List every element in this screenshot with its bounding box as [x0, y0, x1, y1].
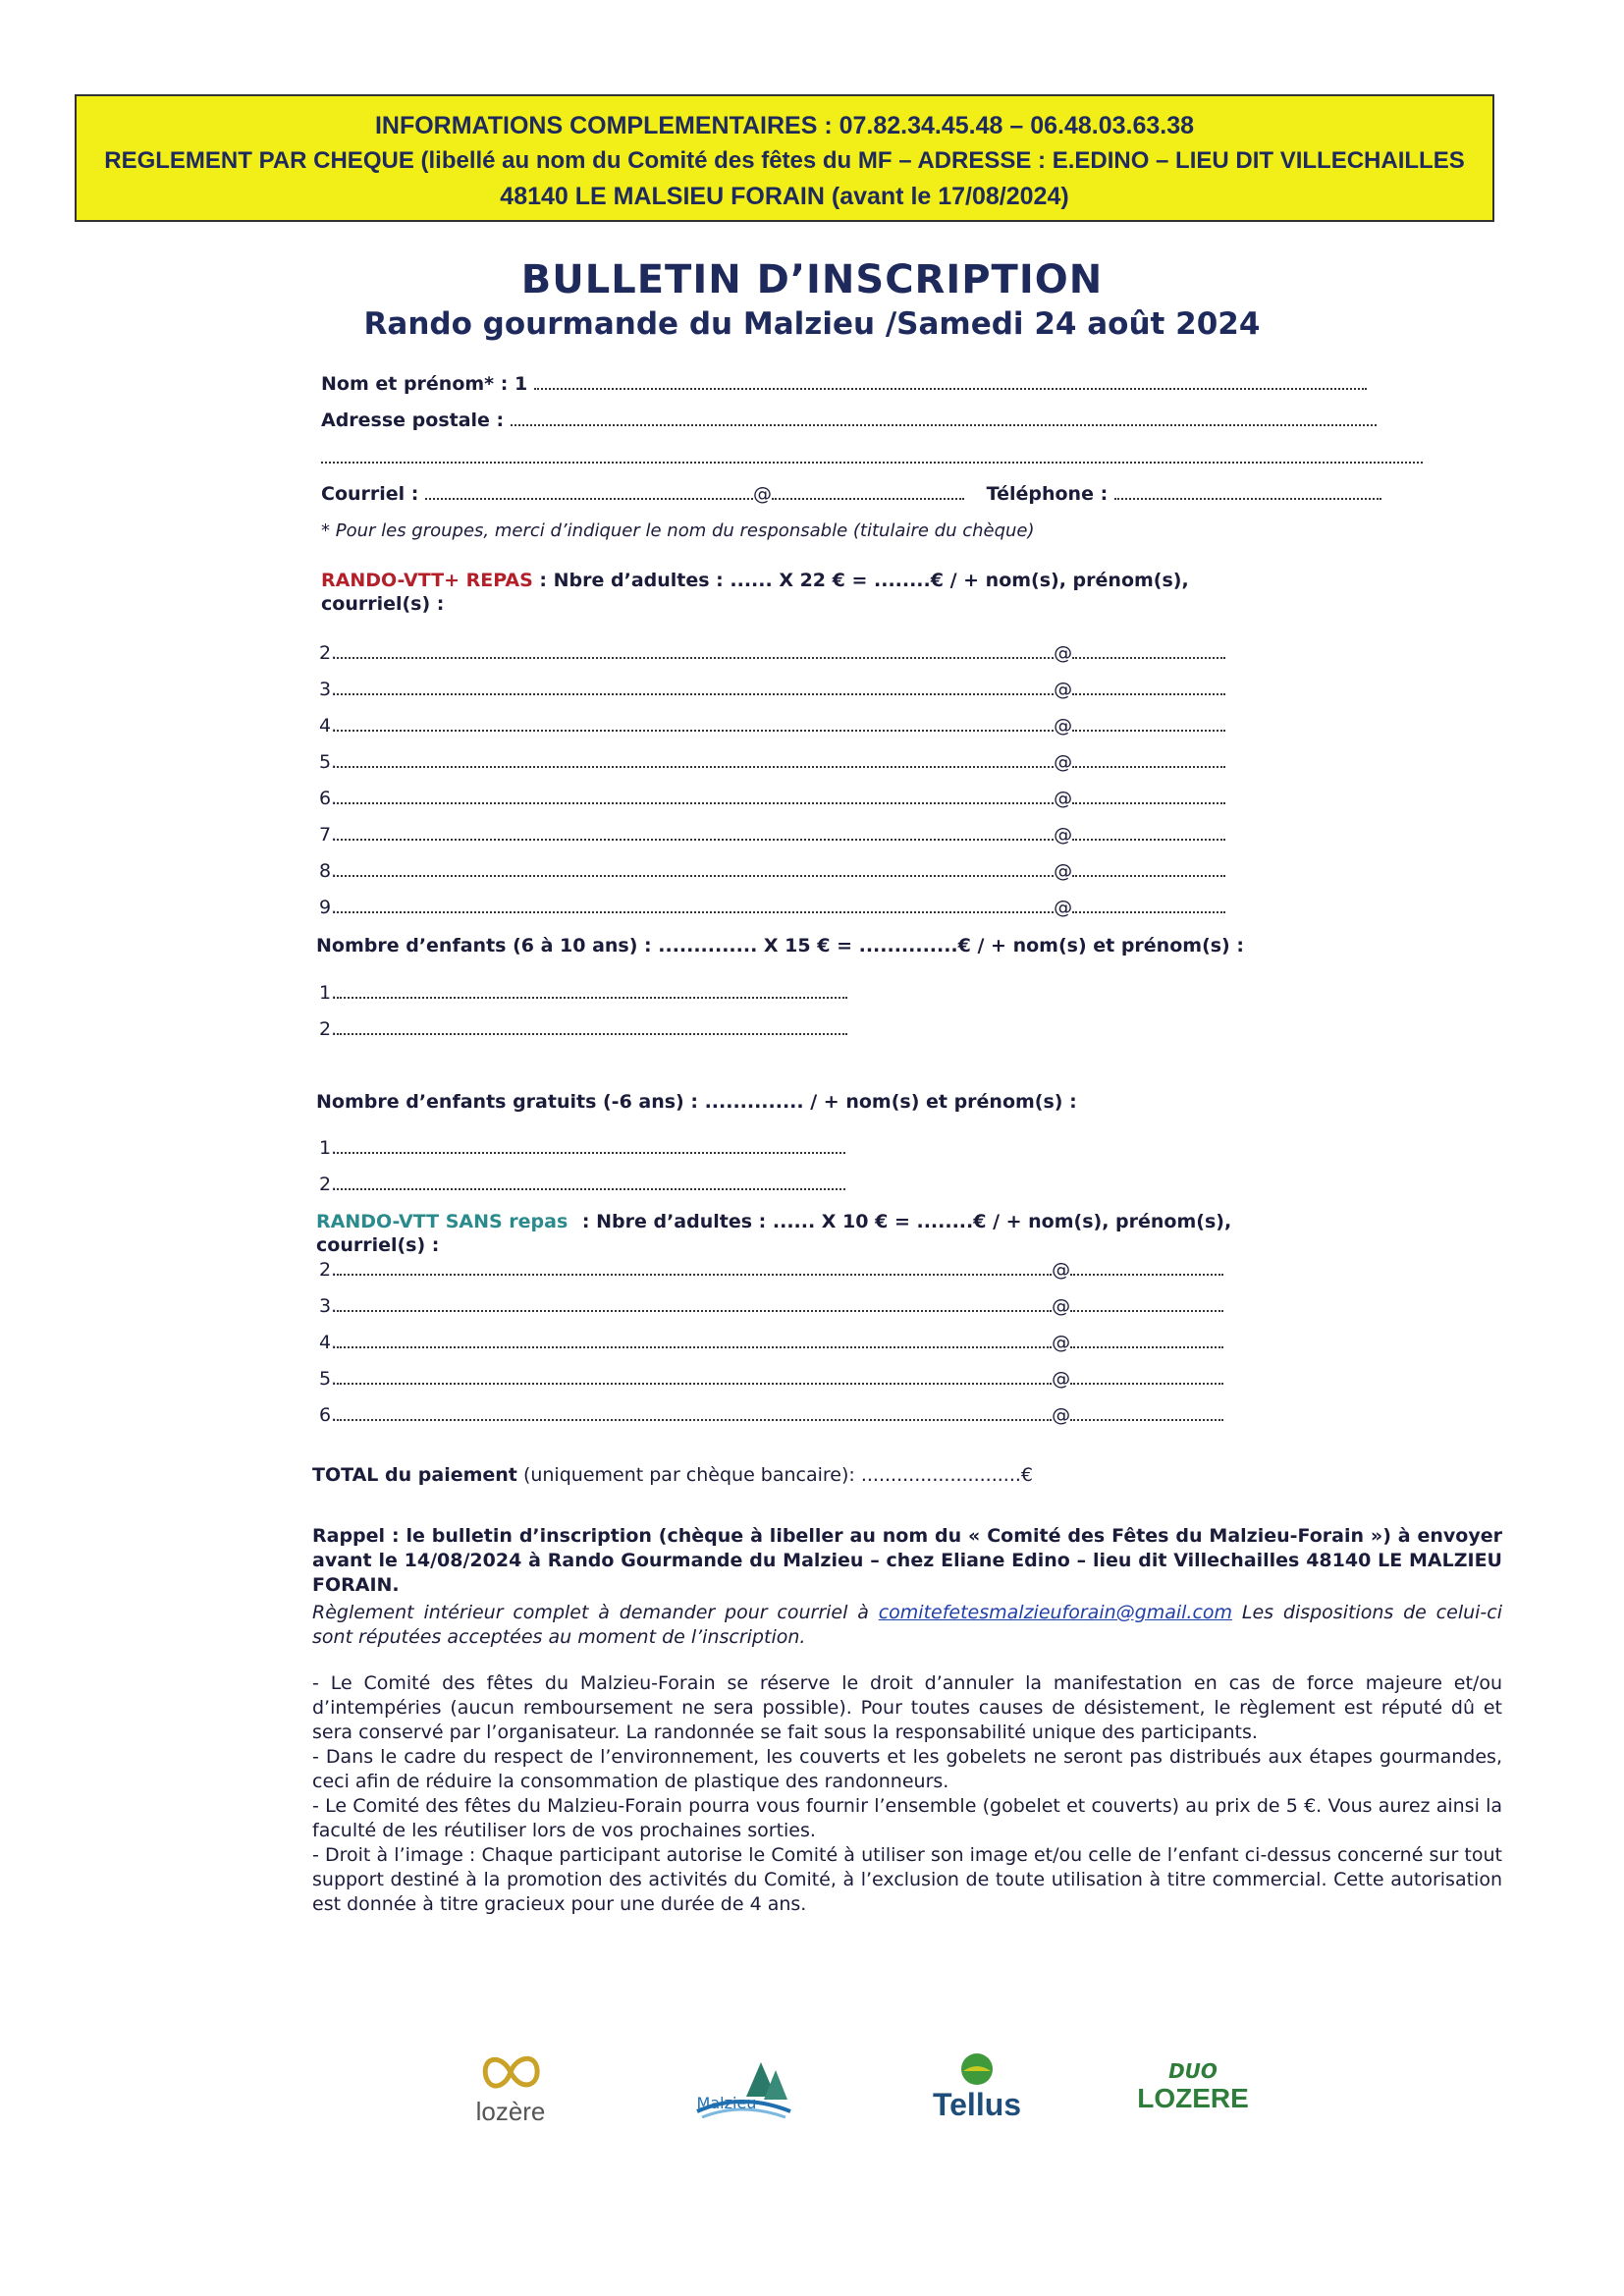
at-sign: @: [1052, 1259, 1071, 1281]
rule-1: - Le Comité des fêtes du Malzieu-Forain se réserve le droit d’annuler la manifestation en cas de force majeure et/ou d’intempéries (aucun remboursement ne sera possible). Pour toutes causes de désistement, le règlement est réputé dû et sera conservé par l’organisateur. La randonnée se fait sous la responsabilité unique des participants.: [312, 1672, 1502, 1743]
sans-text2: courriel(s) :: [316, 1234, 440, 1256]
sans-label: RANDO-VTT SANS repas: [316, 1211, 568, 1232]
at-sign: @: [1054, 897, 1073, 918]
banner-line-3: 48140 LE MALSIEU FORAIN (avant le 17/08/2024): [500, 183, 1069, 210]
row-number: 2.: [319, 1018, 338, 1040]
row-number: 1.: [319, 1137, 338, 1159]
row-number: 8.: [319, 860, 338, 882]
adresse-label: Adresse postale :: [321, 410, 505, 431]
tree-icon: [687, 2062, 795, 2121]
rule-4: - Droit à l’image : Chaque participant autorise le Comité à utiliser son image et/ou celle de l’enfant ci-dessus concerné sur tout support destiné à la promotion des activités du Comité, à l’exclusion de toute utilisation à titre commercial. Cette autorisation est donnée à titre gracieux pour une durée de 4 ans.: [312, 1844, 1502, 1915]
adresse-field-line2[interactable]: [321, 447, 1423, 468]
row-number: 5.: [319, 751, 338, 773]
nom-field[interactable]: [321, 373, 1367, 395]
list-item[interactable]: [319, 1332, 1223, 1353]
row-number: 2.: [319, 642, 338, 664]
row-number: 5.: [319, 1368, 338, 1390]
row-number: 4.: [319, 715, 338, 737]
list-item[interactable]: [319, 1404, 1223, 1426]
repas-text2: courriel(s) :: [321, 593, 445, 615]
group-note: * Pour les groupes, merci d’indiquer le nom du responsable (titulaire du chèque): [321, 520, 1035, 541]
row-number: 1.: [319, 982, 338, 1004]
list-item[interactable]: [319, 642, 1225, 664]
telephone-label: Téléphone :: [986, 483, 1109, 505]
courriel-label: Courriel :: [321, 483, 419, 505]
nom-label: Nom et prénom* : 1: [321, 373, 528, 395]
row-number: 3.: [319, 679, 338, 700]
list-item[interactable]: [319, 982, 847, 1004]
at-sign: @: [1054, 788, 1073, 809]
rule-3: - Le Comité des fêtes du Malzieu-Forain pourra vous fournir l’ensemble (gobelet et couverts) au prix de 5 €. Vous aurez ainsi la faculté de les réutiliser lors de vos prochaines sorties.: [312, 1795, 1502, 1841]
at-sign: @: [1054, 751, 1073, 773]
banner-line-2: REGLEMENT PAR CHEQUE (libellé au nom du Comité des fêtes du MF – ADRESSE : E.EDINO – LIEU DIT VILLECHAILLES: [104, 147, 1465, 174]
rappel-paragraph: Rappel : le bulletin d’inscription (chèque à libeller au nom du « Comité des Fêtes du Malzieu-Forain ») à envoyer avant le 14/08/2024 à Rando Gourmande du Malzieu – chez Eliane Edino – lieu dit Villechailles 48140 LE MALZIEU FORAIN.: [312, 1525, 1502, 1596]
info-banner: [75, 94, 1494, 222]
row-number: 6.: [319, 788, 338, 809]
list-item[interactable]: [319, 788, 1225, 809]
list-item[interactable]: [319, 1174, 845, 1195]
rules-list: [312, 1671, 1502, 1917]
row-number: 3.: [319, 1295, 338, 1317]
sans-section-header: [316, 1211, 1231, 1232]
at-sign: @: [1054, 679, 1073, 700]
total-line[interactable]: [312, 1464, 1033, 1486]
globe-icon: [959, 2051, 995, 2087]
list-item[interactable]: [319, 860, 1225, 882]
rule-2: - Dans le cadre du respect de l’environnement, les couverts et les gobelets ne seront pas distribués aux étapes gourmandes, ceci afin de réduire la consommation de plastique des randonneurs.: [312, 1746, 1502, 1792]
repas-section-header: [321, 570, 1189, 591]
row-number: 9.: [319, 897, 338, 918]
reglement-paragraph: Règlement intérieur complet à demander pour courriel à comitefetesmalzieuforain@gmail.com Les dispositions de celui-ci sont réputées acceptées au moment de l’inscription.: [312, 1602, 1502, 1648]
adresse-field[interactable]: [321, 410, 1377, 431]
total-label: TOTAL du paiement: [312, 1464, 517, 1486]
list-item[interactable]: [319, 824, 1225, 846]
tellus-logo: Tellus: [923, 2033, 1031, 2141]
row-number: 4.: [319, 1332, 338, 1353]
page-title: BULLETIN D’INSCRIPTION: [520, 257, 1104, 302]
list-item[interactable]: [319, 715, 1225, 737]
list-item[interactable]: [319, 1018, 847, 1040]
courriel-field[interactable]: Courriel : @ Téléphone :: [321, 483, 1381, 505]
repas-label: RANDO-VTT+ REPAS: [321, 570, 533, 591]
at-sign: @: [1054, 642, 1073, 664]
at-sign: @: [1052, 1404, 1071, 1426]
at-sign: @: [1052, 1295, 1071, 1317]
row-number: 6.: [319, 1404, 338, 1426]
row-number: 2.: [319, 1174, 338, 1195]
gratuits-header: Nombre d’enfants gratuits (-6 ans) : .............. / + nom(s) et prénom(s) :: [316, 1091, 1077, 1113]
duo-lozere-logo: DUO LOZERE: [1137, 2059, 1249, 2113]
list-item[interactable]: [319, 897, 1225, 918]
total-text: (uniquement par chèque bancaire): ...........................€: [522, 1464, 1034, 1486]
list-item[interactable]: [319, 679, 1225, 700]
banner-line-1: INFORMATIONS COMPLEMENTAIRES : 07.82.34.45.48 – 06.48.03.63.38: [374, 112, 1195, 139]
lozere-logo: lozère: [457, 2033, 565, 2141]
repas-text: : Nbre d’adultes : ...... X 22 € = ........€ / + nom(s), prénom(s),: [539, 570, 1189, 591]
email-link[interactable]: comitefetesmalzieuforain@gmail.com: [878, 1602, 1233, 1623]
sans-text: : Nbre d’adultes : ...... X 10 € = ........€ / + nom(s), prénom(s),: [581, 1211, 1232, 1232]
list-item[interactable]: [319, 751, 1225, 773]
row-number: 2.: [319, 1259, 338, 1281]
page-subtitle: Rando gourmande du Malzieu /Samedi 24 août 2024: [363, 306, 1261, 342]
list-item[interactable]: [319, 1137, 845, 1159]
at-sign: @: [1054, 860, 1073, 882]
enfants-header: Nombre d’enfants (6 à 10 ans) : .............. X 15 € = ..............€ / + nom(s) et prénom(s) :: [316, 935, 1244, 957]
at-sign: @: [1052, 1368, 1071, 1390]
row-number: 7.: [319, 824, 338, 846]
infinity-icon: [476, 2048, 545, 2097]
at-sign: @: [1054, 715, 1073, 737]
list-item[interactable]: [319, 1295, 1223, 1317]
at-sign: @: [1052, 1332, 1071, 1353]
at-sign: @: [1054, 824, 1073, 846]
malzieu-logo: Malzieu: [677, 2033, 805, 2141]
list-item[interactable]: [319, 1368, 1223, 1390]
list-item[interactable]: [319, 1259, 1223, 1281]
